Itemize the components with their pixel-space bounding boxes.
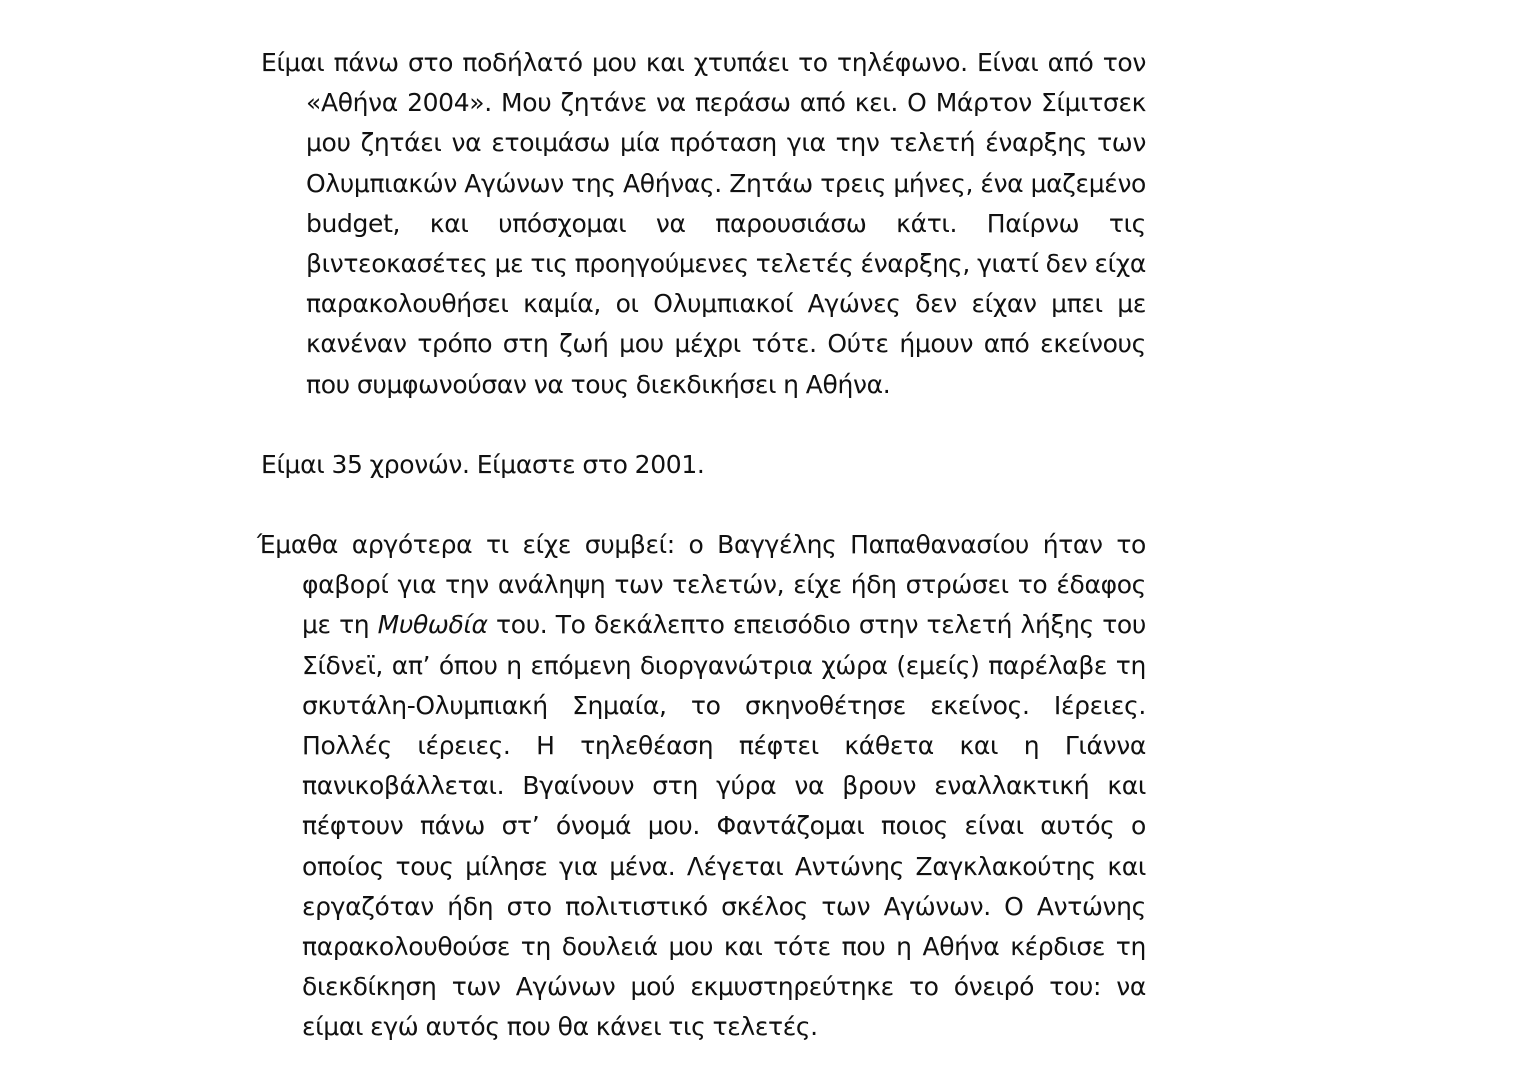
paragraph-backstory-text-start: Έμαθα αργότερα τι είχε συμβεί: ο Βαγγέλης Παπαθανασίου ήταν το φαβορί για την ανάληψη των τελετών, είχε ήδη στρώσει το έδαφος με τη — [257, 530, 1146, 640]
document-page — [257, 43, 1146, 1088]
italic-title-mythodea: Μυθωδία — [377, 610, 488, 640]
paragraph-backstory-text-end: του. Το δεκάλεπτο επεισόδιο στην τελετή λήξης του Σίδνεϊ, απ’ όπου η επόμενη διοργανώτρια χώρα (εμείς) παρέλαβε τη σκυτάλη-Ολυμπιακή Σημαία, το σκηνοθέτησε εκείνος. Ιέρειες. Πολλές ιέρειες. Η τηλεθέαση πέφτει κάθετα και η Γιάννα πανικοβάλλεται. Βγαίνουν στη γύρα να βρουν εναλλακτική και πέφτουν πάνω στ’ όνομά μου. Φαντάζομαι ποιος είναι αυτός ο οποίος τους μίλησε για μένα. Λέγεται Αντώνης Ζαγκλακούτης και εργαζόταν ήδη στο πολιτιστικό σκέλος των Αγώνων. Ο Αντώνης παρακολουθούσε τη δουλειά μου και τότε που η Αθήνα κέρδισε τη διεκδίκηση των Αγώνων μού εκμυστηρεύτηκε το όνειρό του: να είμαι εγώ αυτός που θα κάνει τις τελετές. — [302, 610, 1146, 1042]
paragraph-backstory — [257, 525, 1146, 1048]
paragraph-phone-call: Είμαι πάνω στο ποδήλατό μου και χτυπάει το τηλέφωνο. Είναι από τον «Αθήνα 2004». Μου ζητάνε να περάσω από κει. Ο Μάρτον Σίμιτσεκ μου ζητάει να ετοιμάσω μία πρόταση για την τελετή έναρξης των Ολυμπιακών Αγώνων της Αθήνας. Ζητάω τρεις μήνες, ένα μαζεμένο budget, και υπόσχομαι να παρουσιάσω κάτι. Παίρνω τις βιντεοκασέτες με τις προηγούμενες τελετές έναρξης, γιατί δεν είχα παρακολουθήσει καμία, οι Ολυμπιακοί Αγώνες δεν είχαν μπει με κανέναν τρόπο στη ζωή μου μέχρι τότε. Ούτε ήμουν από εκείνους που συμφωνούσαν να τους διεκδικήσει η Αθήνα. — [261, 48, 1146, 399]
paragraph-age-year: Είμαι 35 χρονών. Είμαστε στο 2001. — [261, 449, 705, 479]
